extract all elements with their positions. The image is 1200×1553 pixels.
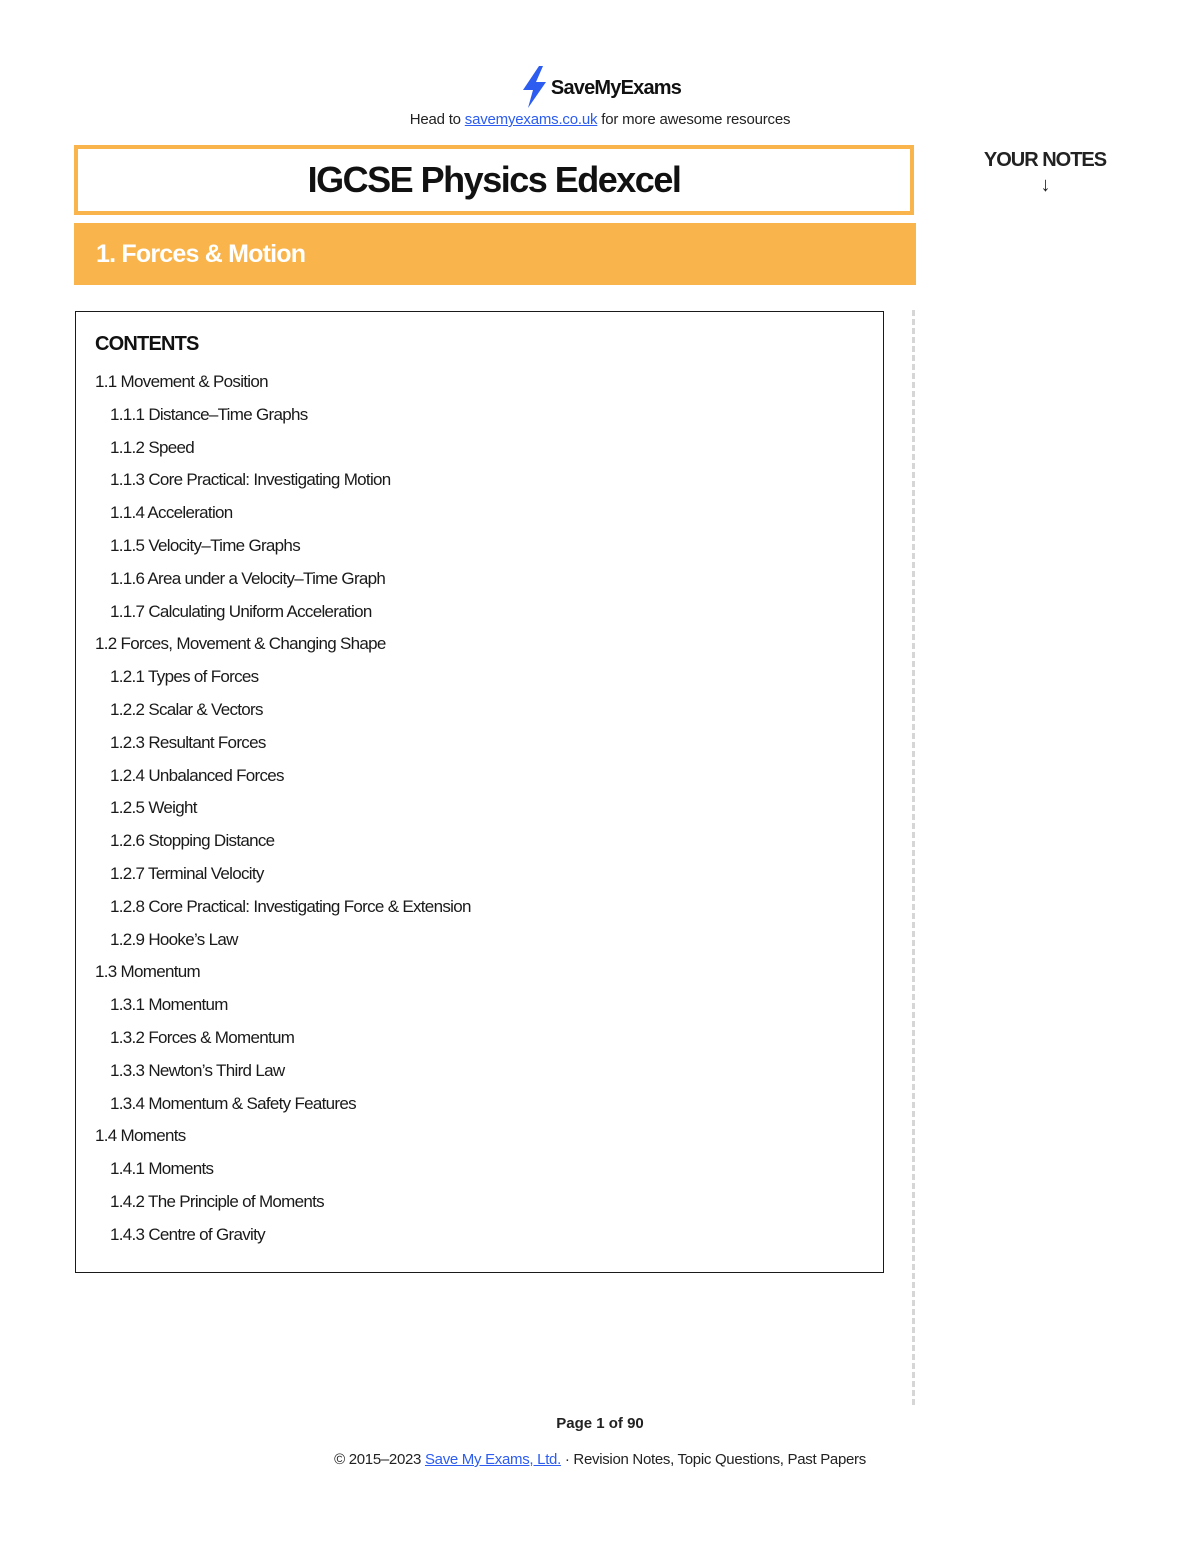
toc-subsection-item[interactable]: 1.4.1 Moments	[110, 1159, 214, 1179]
contents-box	[75, 311, 884, 1273]
brand-logo[interactable]	[0, 66, 1200, 108]
toc-subsection-item[interactable]: 1.3.4 Momentum & Safety Features	[110, 1093, 356, 1113]
notes-divider	[912, 310, 915, 1405]
toc-subsection-item[interactable]: 1.1.4 Acceleration	[110, 503, 233, 523]
toc-subsection-item[interactable]: 1.4.3 Centre of Gravity	[110, 1224, 265, 1244]
toc-subsection-item[interactable]: 1.1.2 Speed	[110, 437, 194, 457]
toc-subsection-item[interactable]: 1.3.2 Forces & Momentum	[110, 1027, 295, 1047]
toc-section-item[interactable]: 1.2 Forces, Movement & Changing Shape	[95, 634, 386, 654]
tagline-prefix: Head to	[409, 111, 465, 128]
toc-subsection-item[interactable]: 1.2.3 Resultant Forces	[110, 732, 266, 752]
header-tagline	[0, 111, 1200, 128]
section-banner	[74, 223, 916, 285]
toc-subsection-item[interactable]: 1.1.7 Calculating Uniform Acceleration	[110, 601, 372, 621]
toc-subsection-item[interactable]: 1.1.5 Velocity–Time Graphs	[110, 535, 300, 555]
toc-subsection-item[interactable]: 1.2.8 Core Practical: Investigating Force & Extension	[110, 896, 471, 916]
toc-section-item[interactable]: 1.4 Moments	[95, 1126, 186, 1146]
toc-section-item[interactable]: 1.3 Momentum	[95, 962, 200, 982]
toc-subsection-item[interactable]: 1.2.5 Weight	[110, 798, 197, 818]
toc-subsection-item[interactable]: 1.3.3 Newton’s Third Law	[110, 1060, 285, 1080]
toc-subsection-item[interactable]: 1.3.1 Momentum	[110, 995, 228, 1015]
toc-subsection-item[interactable]: 1.1.1 Distance–Time Graphs	[110, 404, 308, 424]
footer-rest: · Revision Notes, Topic Questions, Past Papers	[560, 1451, 866, 1468]
toc-subsection-item[interactable]: 1.2.7 Terminal Velocity	[110, 863, 264, 883]
document-title: IGCSE Physics Edexcel	[307, 159, 681, 200]
toc-subsection-item[interactable]: 1.2.9 Hooke’s Law	[110, 929, 238, 949]
brand-name: SaveMyExams	[550, 76, 682, 99]
toc-subsection-item[interactable]: 1.4.2 The Principle of Moments	[110, 1191, 324, 1211]
toc-subsection-item[interactable]: 1.1.6 Area under a Velocity–Time Graph	[110, 568, 386, 588]
document-title-box	[74, 145, 914, 215]
savemyexams-link[interactable]: savemyexams.co.uk	[464, 111, 598, 128]
toc-section-item[interactable]: 1.1 Movement & Position	[95, 372, 268, 391]
arrow-down-icon: ↓	[1040, 174, 1050, 196]
your-notes-label	[960, 149, 1130, 197]
contents-heading: CONTENTS	[95, 333, 199, 355]
toc-subsection-item[interactable]: 1.2.2 Scalar & Vectors	[110, 699, 263, 719]
page-number: Page 1 of 90	[556, 1415, 644, 1432]
footer-link[interactable]: Save My Exams, Ltd.	[424, 1451, 561, 1468]
lightning-bolt-icon	[519, 66, 549, 108]
toc-subsection-item[interactable]: 1.2.4 Unbalanced Forces	[110, 765, 284, 785]
footer	[0, 1451, 1200, 1468]
tagline-suffix: for more awesome resources	[597, 111, 791, 128]
toc-list	[95, 369, 471, 1255]
toc-subsection-item[interactable]: 1.2.1 Types of Forces	[110, 667, 259, 687]
toc-subsection-item[interactable]: 1.2.6 Stopping Distance	[110, 831, 275, 851]
section-title: 1. Forces & Motion	[96, 239, 306, 268]
toc-subsection-item[interactable]: 1.1.3 Core Practical: Investigating Motion	[110, 470, 391, 490]
copyright-text: © 2015–2023	[334, 1451, 425, 1468]
your-notes-text: YOUR NOTES	[983, 149, 1107, 171]
